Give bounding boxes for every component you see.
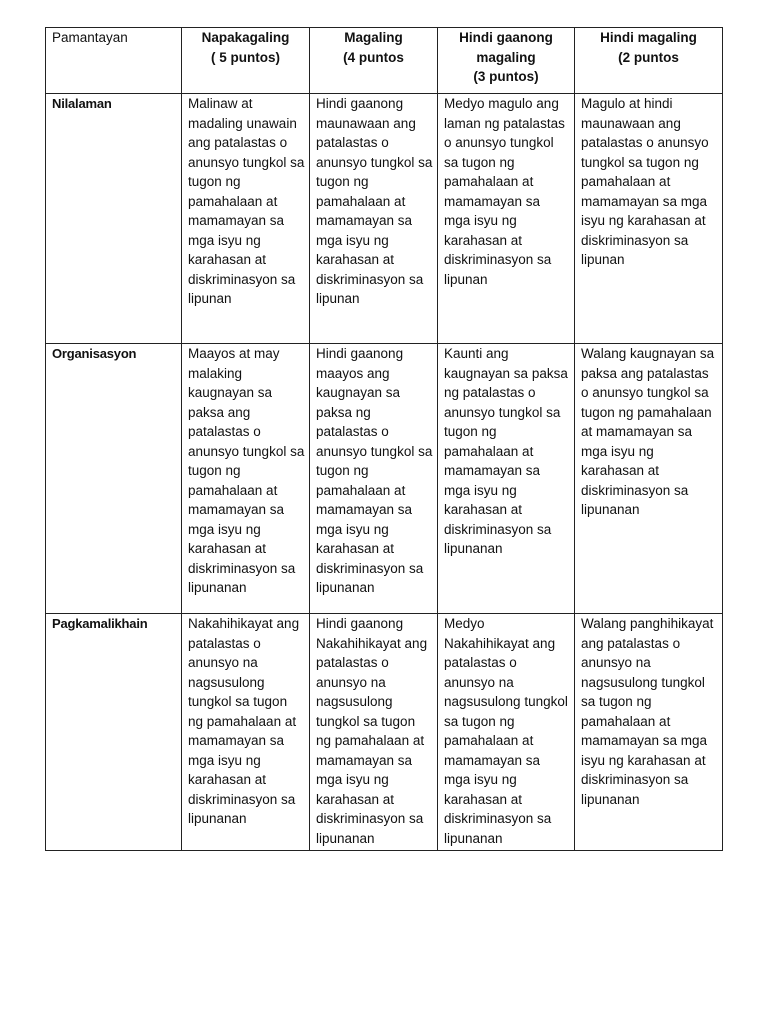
level-header-5 — [182, 28, 310, 94]
descriptor-cell — [310, 614, 438, 851]
level-points: (4 puntos — [343, 49, 404, 65]
table-row — [46, 94, 723, 344]
criterion-cell — [46, 94, 182, 344]
descriptor-text: Hindi gaanong maunawaan ang patalastas o anunsyo tungkol sa tugon ng pamahalaan at mamamayan sa mga isyu ng karahasan at diskriminasyon sa lipunan — [316, 96, 433, 306]
descriptor-text: Magulo at hindi maunawaan ang patalastas o anunsyo tungkol sa tugon ng pamahalaan at mamamayan sa mga isyu ng karahasan at diskriminasyon sa lipunan — [581, 96, 709, 267]
descriptor-text: Malinaw at madaling unawain ang patalastas o anunsyo tungkol sa tugon ng pamahalaan at mamamayan sa mga isyu ng karahasan at diskriminasyon sa lipunan — [188, 96, 305, 306]
descriptor-cell — [438, 614, 575, 851]
descriptor-cell — [438, 344, 575, 614]
descriptor-text: Hindi gaanong Nakahihikayat ang patalastas o anunsyo na nagsusulong tungkol sa tugon ng pamahalaan at mamamayan sa mga isyu ng karahasan at diskriminasyon sa lipunanan — [316, 616, 428, 846]
level-points: (3 puntos) — [473, 69, 539, 84]
level-title: Hindi gaanong — [459, 30, 553, 45]
level-points: (2 puntos — [618, 49, 679, 65]
header-row — [46, 28, 723, 94]
descriptor-text: Medyo Nakahihikayat ang patalastas o anunsyo na nagsusulong tungkol sa tugon ng pamahalaan at mamamayan sa mga isyu ng karahasan at diskriminasyon sa lipunanan — [444, 616, 568, 846]
descriptor-text: Medyo magulo ang laman ng patalastas o anunsyo tungkol sa tugon ng pamahalaan at mamamayan sa mga isyu ng karahasan at diskriminasyon sa lipunan — [444, 96, 565, 287]
level-title: Hindi magaling — [600, 30, 697, 45]
descriptor-cell — [182, 94, 310, 344]
descriptor-text: Walang kaugnayan sa paksa ang patalastas o anunsyo tungkol sa tugon ng pamahalaan at mamamayan sa mga isyu ng karahasan at diskriminasyon sa lipunanan — [581, 346, 715, 517]
rubric-table — [45, 27, 723, 851]
level-title: Magaling — [344, 30, 403, 45]
table-row — [46, 614, 723, 851]
descriptor-cell — [182, 344, 310, 614]
descriptor-text: Hindi gaanong maayos ang kaugnayan sa paksa ng patalastas o anunsyo tungkol sa tugon ng pamahalaan at mamamayan sa mga isyu ng karahasan at diskriminasyon sa lipunanan — [316, 346, 433, 595]
level-title: Napakagaling — [201, 30, 290, 45]
level-points: ( 5 puntos) — [211, 49, 280, 65]
descriptor-cell — [575, 344, 723, 614]
descriptor-cell — [310, 94, 438, 344]
descriptor-cell — [575, 94, 723, 344]
level-header-3 — [438, 28, 575, 94]
descriptor-cell — [438, 94, 575, 344]
level-title-cont: magaling — [476, 49, 536, 65]
criterion-cell — [46, 614, 182, 851]
criterion-label: Pagkamalikhain — [52, 616, 148, 631]
descriptor-cell — [310, 344, 438, 614]
descriptor-cell — [575, 614, 723, 851]
table-row — [46, 344, 723, 614]
criteria-label: Pamantayan — [52, 30, 128, 45]
criteria-header — [46, 28, 182, 94]
descriptor-text: Walang panghihikayat ang patalastas o anunsyo na nagsusulong tungkol sa tugon ng pamahalaan at mamamayan sa mga isyu ng karahasan at diskriminasyon sa lipunanan — [581, 616, 714, 807]
criterion-cell — [46, 344, 182, 614]
criterion-label: Nilalaman — [52, 96, 112, 111]
level-header-2 — [575, 28, 723, 94]
criterion-label: Organisasyon — [52, 346, 137, 361]
descriptor-text: Maayos at may malaking kaugnayan sa paksa ang patalastas o anunsyo tungkol sa tugon ng pamahalaan at mamamayan sa mga isyu ng karahasan at diskriminasyon sa lipunanan — [188, 346, 305, 595]
descriptor-cell — [182, 614, 310, 851]
descriptor-text: Kaunti ang kaugnayan sa paksa ng patalastas o anunsyo tungkol sa tugon ng pamahalaan at mamamayan sa mga isyu ng karahasan at diskriminasyon sa lipunanan — [444, 346, 568, 556]
level-header-4 — [310, 28, 438, 94]
descriptor-text: Nakahihikayat ang patalastas o anunsyo na nagsusulong tungkol sa tugon ng pamahalaan at mamamayan sa mga isyu ng karahasan at diskriminasyon sa lipunanan — [188, 616, 300, 826]
